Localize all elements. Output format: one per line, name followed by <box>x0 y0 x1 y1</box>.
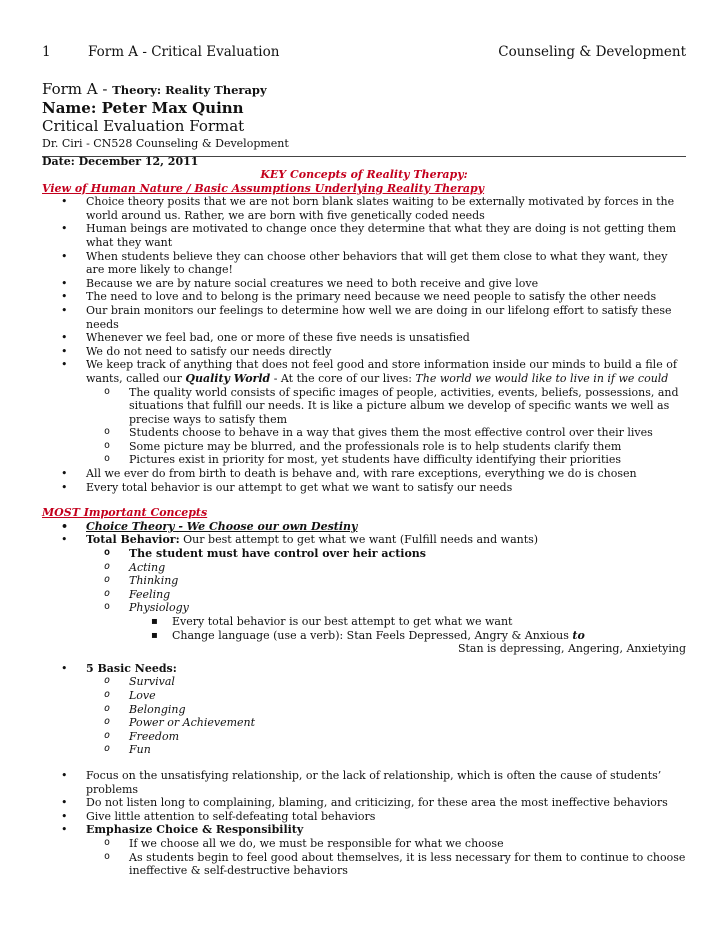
sub-list-item: o The student must have control over heir actions <box>86 547 686 561</box>
physiology-sublist <box>129 615 686 642</box>
list-item: • Every total behavior is our attempt to get what we want to satisfy our needs <box>42 481 686 495</box>
header-right: Counseling & Development <box>498 44 686 60</box>
list-item-quality-world: • We keep track of anything that does not feel good and store information inside our minds to build a file of wants, called our Quality World - At the core of our lives: The world we would like to live in if we could o The quality world consists of specific images of people, activities, events, beliefs, possessions, and situations that fulfill our needs. It is like a picture album we develop of specific wants we well as precise ways to satisfy them o Students choose to behave in a way that gives them the most effective control over their lives o Some picture may be blurred, and the professionals role is to help students clarify them o Pictures exist in priority for most, yet students have difficulty identifying their priorities <box>42 358 686 467</box>
basic-needs-sublist <box>42 675 686 757</box>
format-line: Critical Evaluation Format <box>42 117 245 135</box>
emphasize-sublist <box>42 837 686 878</box>
sub-list-item: o Belonging <box>86 703 686 717</box>
sub-list-item: o Love <box>86 689 686 703</box>
important-concepts-list <box>42 520 686 642</box>
sub-list-item: o Some picture may be blurred, and the professionals role is to help students clarify them <box>86 440 686 454</box>
sub-list-item: o Acting <box>86 561 686 575</box>
list-item: • Give little attention to self-defeating total behaviors <box>42 810 686 824</box>
list-item-emphasize: • Emphasize Choice & Responsibility o If we choose all we do, we must be responsible for what we choose o As students begin to feel good about themselves, it is less necessary for them to continue to choose ineffective & self-destructive behaviors <box>42 823 686 877</box>
page-number: 1 <box>42 44 51 60</box>
basic-needs-list <box>42 662 686 757</box>
list-item: • Focus on the unsatisfying relationship, or the lack of relationship, which is often the cause of students’ problems <box>42 769 686 796</box>
list-item: • Because we are by nature social creatures we need to both receive and give love <box>42 277 686 291</box>
sub-list-item: o The quality world consists of specific images of people, activities, events, beliefs, possessions, and situations that fulfill our needs. It is like a picture album we develop of specific wants we well as precise ways to satisfy them <box>86 386 686 427</box>
total-behavior-sublist <box>42 547 686 642</box>
sub-list-item: o Fun <box>86 743 686 757</box>
document-meta <box>42 80 686 171</box>
date-line: Date: December 12, 2011 <box>42 155 199 168</box>
sub-list-item: o Thinking <box>86 574 686 588</box>
sub-list-item: o Students choose to behave in a way that gives them the most effective control over their lives <box>86 426 686 440</box>
change-language-continuation: Stan is depressing, Angering, Anxietying <box>457 642 686 656</box>
sub-list-item: o As students begin to feel good about themselves, it is less necessary for them to continue to choose ineffective & self-destructive behaviors <box>86 851 686 878</box>
instructor-line: Dr. Ciri - CN528 Counseling & Development <box>42 137 289 150</box>
quality-world-sublist <box>42 386 686 468</box>
student-name: Name: Peter Max Quinn <box>42 99 244 117</box>
sub-sub-list-item: ▪ Change language (use a verb): Stan Feels Depressed, Angry & Anxious to <box>129 629 686 643</box>
sub-sub-list-item: ▪ Every total behavior is our best attempt to get what we want <box>129 615 686 629</box>
page-header <box>42 44 686 62</box>
form-line: Form A - Theory: Reality Therapy <box>42 80 267 98</box>
list-item: • All we ever do from birth to death is behave and, with rare exceptions, everything we do is chosen <box>42 467 686 481</box>
list-item: • We do not need to satisfy our needs directly <box>42 345 686 359</box>
list-item: • When students believe they can choose other behaviors that will get them close to what they want, they are more likely to change! <box>42 250 686 277</box>
sub-list-item: o Feeling <box>86 588 686 602</box>
list-item: • The need to love and to belong is the primary need because we need people to satisfy the other needs <box>42 290 686 304</box>
list-item: • Whenever we feel bad, one or more of these five needs is unsatisfied <box>42 331 686 345</box>
key-concepts-title: KEY Concepts of Reality Therapy: <box>260 168 468 181</box>
header-title: Form A - Critical Evaluation <box>88 44 280 60</box>
list-item: • Choice theory posits that we are not born blank slates waiting to be externally motivated by forces in the world around us. Rather, we are born with five genetically coded needs <box>42 195 686 222</box>
document-body <box>42 168 686 878</box>
list-item-total-behavior: • Total Behavior: Our best attempt to get what we want (Fulfill needs and wants) o The student must have control over heir actions o Acting o Thinking o Feeling o Physiology ▪ Every total behavior is our best attempt to get what we want ▪ Change language (use a verb): Stan Feels Depressed, Angry & Anxious to <box>42 533 686 642</box>
practice-list <box>42 769 686 878</box>
sub-list-item: o Power or Achievement <box>86 716 686 730</box>
list-item: • Human beings are motivated to change once they determine that what they are doing is not getting them what they want <box>42 222 686 249</box>
section-heading-human-nature: View of Human Nature / Basic Assumptions Underlying Reality Therapy <box>42 181 485 195</box>
section-heading-most-important: MOST Important Concepts <box>42 506 208 520</box>
list-item-choice-theory: • Choice Theory - We Choose our own Destiny <box>42 520 686 534</box>
human-nature-list <box>42 195 686 494</box>
list-item-basic-needs: • 5 Basic Needs: o Survival o Love o Belonging o Power or Achievement o Freedom o Fun <box>42 662 686 757</box>
sub-list-item: o If we choose all we do, we must be responsible for what we choose <box>86 837 686 851</box>
list-item: • Do not listen long to complaining, blaming, and criticizing, for these area the most ineffective behaviors <box>42 796 686 810</box>
sub-list-item-physiology: o Physiology ▪ Every total behavior is our best attempt to get what we want ▪ Change language (use a verb): Stan Feels Depressed, Angry & Anxious to <box>86 601 686 642</box>
sub-list-item: o Pictures exist in priority for most, yet students have difficulty identifying their priorities <box>86 453 686 467</box>
sub-list-item: o Freedom <box>86 730 686 744</box>
sub-list-item: o Survival <box>86 675 686 689</box>
header-divider <box>42 156 686 157</box>
list-item: • Our brain monitors our feelings to determine how well we are doing in our lifelong effort to satisfy these needs <box>42 304 686 331</box>
